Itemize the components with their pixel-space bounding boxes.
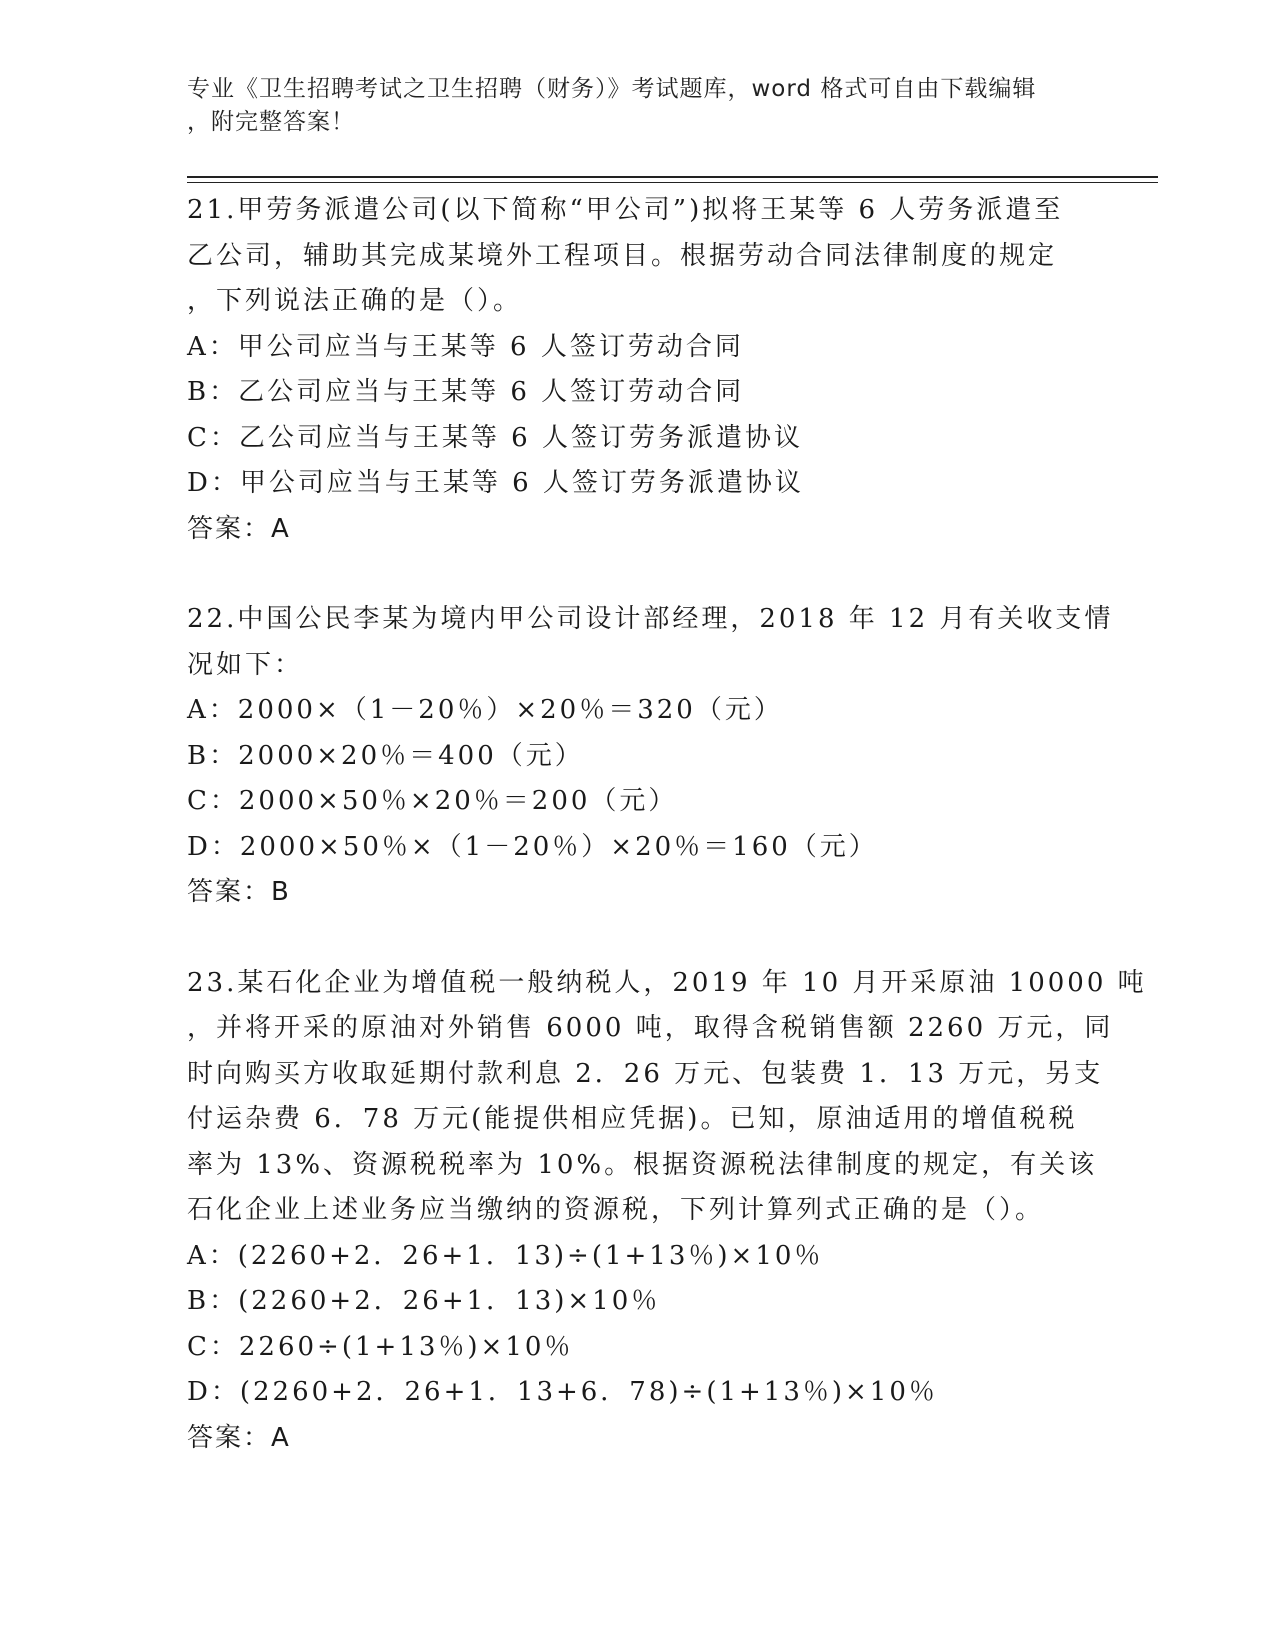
question-text-line: ，并将开采的原油对外销售 6000 吨，取得含税销售额 2260 万元，同 — [187, 1013, 1114, 1043]
answer-label: 答案：A — [187, 1422, 291, 1453]
option-b: B：2000×20％＝400（元） — [187, 740, 584, 771]
option-b: B：(2260+2．26+1．13)×10％ — [187, 1286, 661, 1316]
option-a: A：2000×（1－20％）×20％＝320（元） — [187, 695, 783, 725]
option-a: A：甲公司应当与王某等 6 人签订劳动合同 — [187, 331, 744, 362]
question-22 — [187, 597, 1114, 916]
option-c: C：乙公司应当与王某等 6 人签订劳务派遣协议 — [187, 422, 803, 453]
question-text-line: 21.甲劳务派遣公司(以下简称“甲公司”)拟将王某等 6 人劳务派遣至 — [187, 195, 1064, 225]
question-text-line: 23.某石化企业为增值税一般纳税人，2019 年 10 月开采原油 10000 吨 — [187, 967, 1147, 998]
answer-label: 答案：B — [187, 877, 291, 907]
header-line: ，附完整答案！ — [187, 109, 355, 135]
option-d: D：(2260+2．26+1．13+6．78)÷(1+13％)×10％ — [187, 1377, 938, 1407]
question-text-line: 况如下： — [187, 649, 304, 680]
option-c: C：2260÷(1+13％)×10％ — [187, 1331, 574, 1362]
question-spacer — [187, 552, 1087, 597]
question-text-line: 率为 13%、资源税税率为 10%。根据资源税法律制度的规定，有关该 — [187, 1149, 1098, 1180]
question-text-line: 时向购买方收取延期付款利息 2．26 万元、包装费 1．13 万元，另支 — [187, 1058, 1104, 1089]
option-a: A：(2260+2．26+1．13)÷(1+13％)×10％ — [187, 1240, 824, 1271]
header-divider-thin — [187, 182, 1158, 183]
question-list — [187, 188, 1147, 1461]
question-text-line: 付运杂费 6．78 万元(能提供相应凭据)。已知，原油适用的增值税税 — [187, 1104, 1078, 1134]
option-b: B：乙公司应当与王某等 6 人签订劳动合同 — [187, 377, 745, 407]
question-spacer — [187, 916, 1087, 961]
question-text-line: 乙公司，辅助其完成某境外工程项目。根据劳动合同法律制度的规定 — [187, 240, 1058, 271]
question-23 — [187, 961, 1147, 1462]
header-divider-thick — [187, 176, 1158, 178]
option-c: C：2000×50％×20％＝200（元） — [187, 786, 678, 816]
question-21 — [187, 188, 1087, 552]
option-d: D：2000×50％×（1－20％）×20％＝160（元） — [187, 831, 878, 862]
option-d: D：甲公司应当与王某等 6 人签订劳务派遣协议 — [187, 468, 804, 498]
answer-label: 答案：A — [187, 513, 291, 544]
question-text-line: 石化企业上述业务应当缴纳的资源税，下列计算列式正确的是（）。 — [187, 1195, 1045, 1225]
header-line: 专业《卫生招聘考试之卫生招聘（财务）》考试题库，word 格式可自由下载编辑 — [187, 76, 1037, 102]
question-text-line: 22.中国公民李某为境内甲公司设计部经理，2018 年 12 月有关收支情 — [187, 604, 1114, 634]
document-header — [187, 73, 1067, 139]
question-text-line: ，下列说法正确的是（）。 — [187, 286, 523, 316]
